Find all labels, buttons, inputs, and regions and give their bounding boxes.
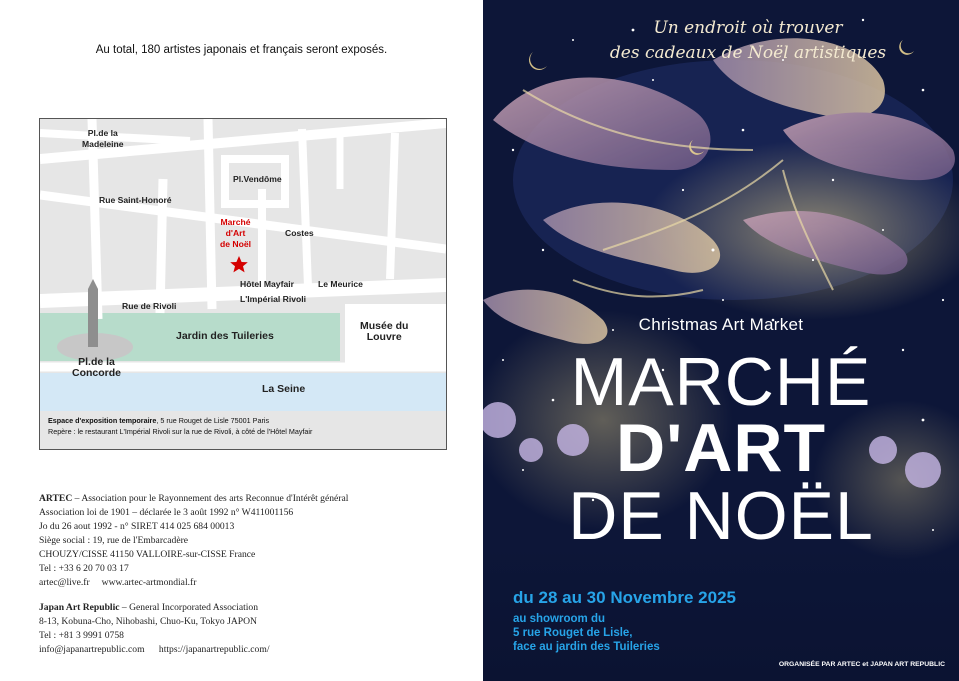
map-label-costes: Costes bbox=[285, 228, 314, 238]
poster-artwork bbox=[483, 0, 959, 681]
tagline-line-1: Un endroit où trouver bbox=[653, 18, 843, 38]
location-map bbox=[39, 118, 447, 450]
title-line-de-noel: DE NOËL bbox=[568, 478, 874, 554]
title-line-marche: MARCHÉ bbox=[570, 344, 872, 420]
map-caption: Espace d'exposition temporaire, 5 rue Rouget de Lisle 75001 Paris Repère : le restaurant L'Impérial Rivoli sur la rue de Rivoli, à côté de l'Hôtel Mayfair bbox=[48, 416, 313, 436]
organizer-credit: ORGANISÉE PAR ARTEC et JAPAN ART REPUBLIC bbox=[778, 661, 945, 668]
event-venue: au showroom du 5 rue Rouget de Lisle, face au jardin des Tuileries bbox=[513, 613, 660, 653]
map-label-venue: Marché d'Art de Noël bbox=[220, 217, 252, 249]
map-label-tuileries: Jardin des Tuileries bbox=[176, 330, 274, 342]
title-line-dart: D'ART bbox=[615, 410, 827, 486]
map-label-madeleine: Pl.de la Madeleine bbox=[82, 128, 124, 149]
map-label-le-meurice: Le Meurice bbox=[318, 279, 363, 289]
artec-website[interactable]: www.artec-artmondial.fr bbox=[101, 577, 197, 588]
obelisk-shape bbox=[88, 279, 98, 347]
event-dates: du 28 au 30 Novembre 2025 bbox=[513, 588, 737, 607]
seine-river bbox=[40, 373, 446, 413]
map-label-seine: La Seine bbox=[262, 383, 306, 395]
map-label-saint-honore: Rue Saint-Honoré bbox=[99, 195, 172, 205]
poster-cover bbox=[483, 0, 959, 681]
jar-info: Japan Art Republic – General Incorporated Association 8-13, Kobuna-Cho, Nihobashi, Chuo-Ku, Tokyo JAPON Tel : +81 3 9991 0758 info@japanartrepublic.com https://japanartrepublic.com/ bbox=[39, 602, 270, 655]
map-label-concorde: Pl.de la Concorde bbox=[72, 356, 122, 379]
map-label-imperial-rivoli: L'Impérial Rivoli bbox=[240, 294, 307, 304]
artec-email[interactable]: artec@live.fr bbox=[39, 577, 90, 588]
jar-website[interactable]: https://japanartrepublic.com/ bbox=[158, 644, 270, 655]
artec-info: ARTEC – Association pour le Rayonnement des arts Reconnue d'Intérêt général Association loi de 1901 – déclarée le 3 août 1992 n° W411001156 Jo du 26 aout 1992 - n° SIRET 414 025 684 00013 Siège social : 19, rue de l'Embarcadère CHOUZY/CISSE 41150 VALLOIRE-sur-CISSE France Tel : +33 6 20 70 03 17 artec@live.fr www.artec-artmondial.fr bbox=[39, 493, 349, 588]
jar-email[interactable]: info@japanartrepublic.com bbox=[39, 644, 145, 655]
map-label-hotel-mayfair: Hôtel Mayfair bbox=[240, 279, 294, 289]
map-label-louvre: Musée du Louvre bbox=[360, 320, 409, 343]
intro-text: Au total, 180 artistes japonais et français seront exposés. bbox=[95, 44, 388, 56]
map-label-vendome: Pl.Vendôme bbox=[233, 174, 282, 184]
tagline-line-2: des cadeaux de Noël artistiques bbox=[609, 43, 887, 63]
map-label-rue-de-rivoli: Rue de Rivoli bbox=[122, 301, 177, 311]
event-subtitle: Christmas Art Market bbox=[638, 315, 804, 334]
